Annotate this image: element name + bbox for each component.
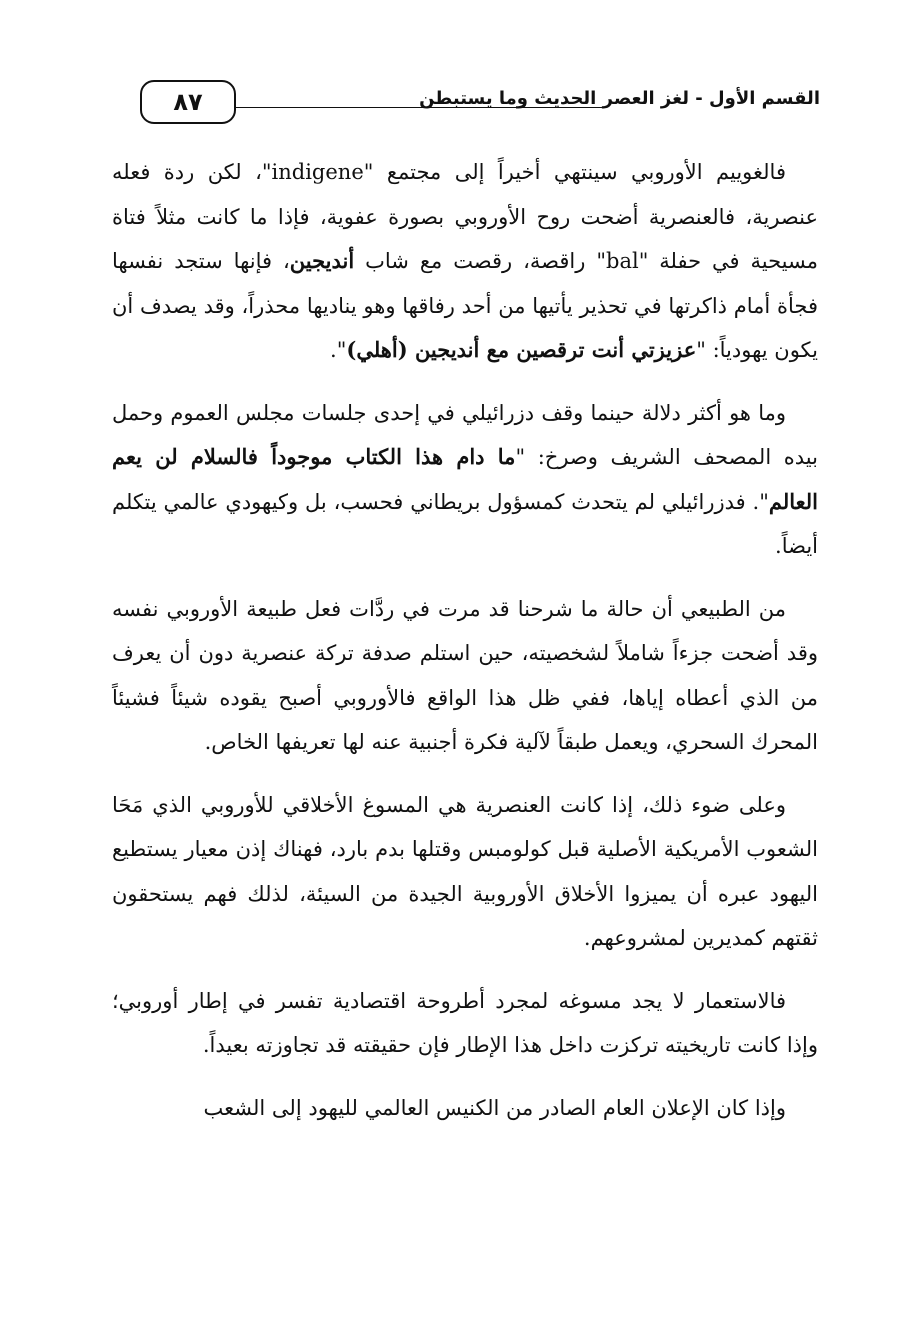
body-text: [112, 150, 818, 1130]
paragraph-text: ، فإنها ستجد نفسها فجأة أمام ذاكرتها في تحذير يأتيها من أحد رفاقها وهو يناديها محذراً، وقد يصدف أن يكون يهودياً: ": [112, 249, 818, 362]
running-title: القسم الأول - لغز العصر الحديث وما يستبطن: [419, 88, 820, 109]
page-number: ٨٧: [140, 80, 236, 124]
paragraph-1: [112, 150, 818, 373]
paragraph-text: فالغوييم الأوروبي سينتهي أخيراً إلى مجتمع "indigene"، لكن ردة فعله عنصرية، فالعنصرية أضحت روح الأوروبي بصورة عفوية، فإذا ما كانت مثلاً فتاة مسيحية في حفلة "bal" راقصة، رقصت مع شاب: [112, 160, 818, 273]
paragraph-2: [112, 391, 818, 569]
bold-term: أنديجين: [289, 248, 355, 273]
bold-quote: عزيزتي أنت ترقصين مع أنديجين (أهلي): [346, 337, 697, 362]
page-header: [140, 80, 820, 126]
paragraph-text: ".: [330, 338, 347, 362]
paragraph-4: وعلى ضوء ذلك، إذا كانت العنصرية هي المسوغ الأخلاقي للأوروبي الذي مَحَا الشعوب الأمريكية الأصلية قبل كولومبس وقتلها بدم بارد، فهناك إذن معيار يستطيع اليهود عبره أن يميزوا الأخلاق الأوروبية الجيدة من السيئة، لذلك فهم يستحقون ثقتهم كمديرين لمشروعهم.: [112, 792, 819, 950]
bold-quote: ما دام هذا الكتاب موجوداً فالسلام لن يعم العالم: [112, 444, 818, 514]
paragraph-3: من الطبيعي أن حالة ما شرحنا قد مرت في ردَّات فعل طبيعة الأوروبي نفسه وقد أضحت جزءاً شاملاً لشخصيته، حين استلم صدفة تركة عنصرية دون أن يعرف من الذي أعطاه إياها، ففي ظل هذا الواقع فالأوروبي أصبح يقوده شيئاً فشيئاً المحرك السحري، ويعمل طبقاً لآلية فكرة أجنبية عنه لها تعريفها الخاص.: [112, 596, 818, 754]
paragraph-6: وإذا كان الإعلان العام الصادر من الكنيس العالمي لليهود إلى الشعب: [203, 1095, 786, 1120]
paragraph-text: ". فدزرائيلي لم يتحدث كمسؤول بريطاني فحسب، بل وكيهودي عالمي يتكلم أيضاً.: [112, 489, 818, 558]
paragraph-text: وما هو أكثر دلالة حينما وقف دزرائيلي في إحدى جلسات مجلس العموم وحمل بيده المصحف الشريف وصرخ: ": [112, 400, 818, 469]
paragraph-5: فالاستعمار لا يجد مسوغه لمجرد أطروحة اقتصادية تفسر في إطار أوروبي؛ وإذا كانت تاريخيته تركزت داخل هذا الإطار فإن حقيقته قد تجاوزته بعيداً.: [112, 988, 818, 1057]
